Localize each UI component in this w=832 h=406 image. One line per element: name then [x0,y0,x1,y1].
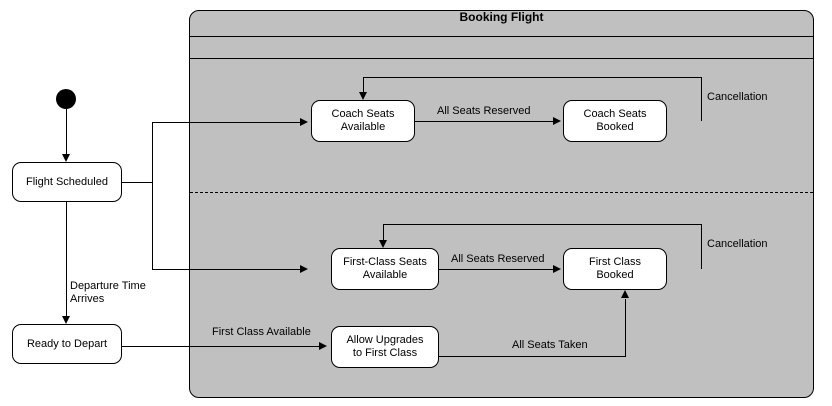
state-coach-seats-available[interactable] [311,100,415,142]
fork-vertical-line [152,122,153,269]
ready-to-allow-upgrades-line [122,346,321,347]
branch-to-first-class-available-line [152,269,305,270]
transition-label-cancellation-coach: Cancellation [707,91,768,103]
ready-to-allow-upgrades-arrowhead [319,342,327,350]
first-class-available-to-booked-line [439,269,555,270]
first-class-cancellation-vertical-right [701,224,702,269]
state-flight-scheduled[interactable] [12,162,122,202]
transition-label-cancellation-first: Cancellation [707,238,768,250]
transition-label-all-seats-taken: All Seats Taken [512,339,588,351]
state-first-class-seats-available-label: First-Class Seats Available [343,256,427,281]
branch-to-coach-available-line [152,122,305,123]
state-first-class-seats-available[interactable] [331,248,439,290]
first-class-cancellation-top-line [383,224,702,225]
fork-stub-line [122,182,153,183]
composite-title-divider [189,36,814,37]
coach-cancellation-vertical-right [701,77,702,121]
departure-time-line1: Departure Time [70,280,146,292]
coach-cancellation-arrowhead [359,92,367,100]
coach-cancellation-top-line [363,77,702,78]
transition-label-all-seats-reserved-first: All Seats Reserved [451,253,545,265]
state-ready-to-depart[interactable] [12,324,122,364]
state-allow-upgrades-label: Allow Upgrades to First Class [346,334,424,359]
branch-to-first-class-available-arrowhead [300,265,308,273]
transition-label-all-seats-reserved-coach: All Seats Reserved [437,105,531,117]
allow-upgrades-to-first-class-booked-line [439,356,626,357]
branch-to-coach-available-arrowhead [300,118,308,126]
flight-scheduled-to-ready-line [66,202,67,318]
state-coach-seats-booked[interactable] [563,100,667,142]
state-first-class-booked-label: First Class Booked [589,256,641,281]
composite-state-title: Booking Flight [459,10,544,24]
flight-scheduled-to-ready-arrowhead [62,316,70,324]
allow-upgrades-to-first-class-booked-vertical [625,299,626,356]
state-coach-seats-booked-label: Coach Seats Booked [583,108,647,133]
state-first-class-booked[interactable] [563,248,667,290]
start-to-flight-scheduled-line [66,109,67,156]
first-class-cancellation-down-line [383,224,384,240]
composite-region-divider [189,58,814,59]
state-flight-scheduled-label: Flight Scheduled [26,175,108,188]
state-ready-to-depart-label: Ready to Depart [26,337,108,350]
transition-label-departure-time-arrives [70,280,146,306]
coach-available-to-booked-arrowhead [553,117,561,125]
transition-label-first-class-available: First Class Available [212,326,311,338]
start-to-flight-scheduled-arrowhead [62,154,70,162]
first-class-available-to-booked-arrowhead [553,265,561,273]
first-class-cancellation-arrowhead [379,240,387,248]
coach-cancellation-down-line [363,77,364,93]
state-allow-upgrades-to-first-class[interactable] [331,326,439,368]
coach-available-to-booked-line [415,121,555,122]
state-coach-seats-available-label: Coach Seats Available [331,108,395,133]
departure-time-line2: Arrives [70,293,105,305]
initial-state-node [56,89,76,109]
allow-upgrades-to-first-class-booked-arrowhead [621,290,629,298]
composite-state-booking-flight [189,10,814,398]
region-separator [190,192,813,193]
